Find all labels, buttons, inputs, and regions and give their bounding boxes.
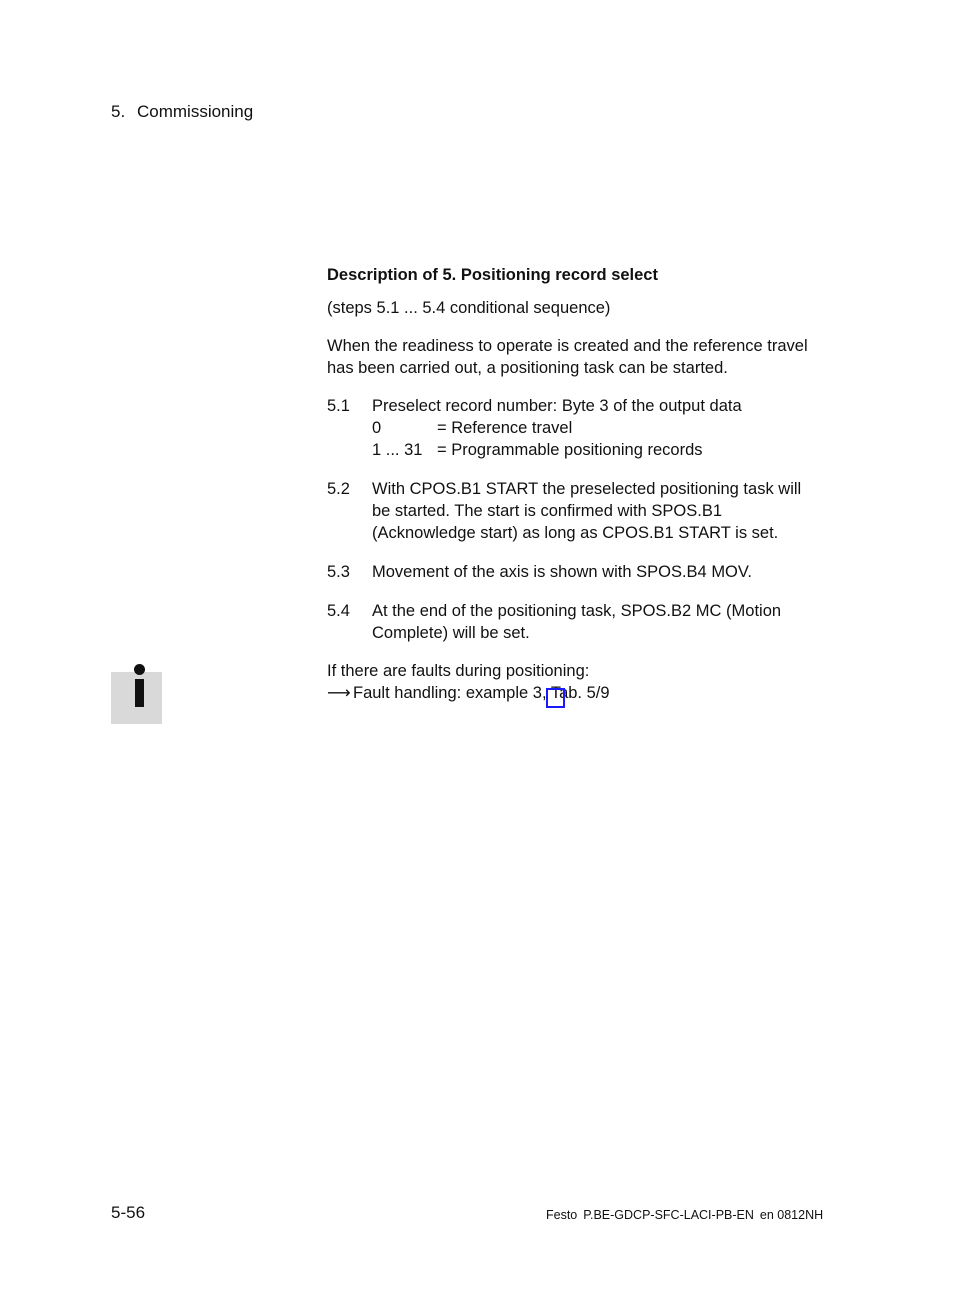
info-icon-stem (135, 679, 144, 707)
value-key: 1 ... 31 (372, 441, 423, 459)
step-number: 5.4 (327, 602, 350, 620)
footer (546, 1208, 829, 1222)
info-note-line1: If there are faults during positioning: (327, 662, 590, 680)
fault-handling-link[interactable]: Fault handling: example 3, Tab. 5/9 (353, 684, 610, 702)
step-5-3 (327, 561, 817, 583)
info-note (327, 660, 817, 704)
chapter-title: Commissioning (137, 102, 254, 121)
section-heading: Description of 5. Positioning record select (327, 266, 658, 284)
step-text: Movement of the axis is shown with SPOS.B4 MOV. (372, 563, 752, 581)
page-number: 5-56 (111, 1203, 146, 1222)
step-number: 5.1 (327, 397, 350, 415)
value-desc: = Reference travel (437, 419, 573, 437)
section-intro: When the readiness to operate is created and the reference travel has been carried out, a positioning task can be started. (327, 337, 808, 377)
step-text: At the end of the positioning task, SPOS.B2 MC (Motion Complete) will be set. (372, 602, 782, 642)
footer-version: en 0812NH (759, 1208, 824, 1222)
step-number: 5.3 (327, 563, 350, 581)
link-highlight-box[interactable] (546, 688, 565, 708)
footer-brand: Festo (546, 1208, 578, 1222)
arrow-icon: ⟶ (327, 684, 351, 702)
step-text: With CPOS.B1 START the preselected positioning task will be started. The start is confirmed with SPOS.B1 (Acknowledge start) as long as CPOS.B1 START is set. (372, 480, 802, 542)
section-content (327, 264, 817, 661)
value-row (372, 439, 817, 461)
value-key: 0 (372, 419, 382, 437)
info-note-line2-row (327, 682, 817, 704)
value-desc: = Programmable positioning records (437, 441, 703, 459)
step-number: 5.2 (327, 480, 350, 498)
chapter-number: 5. (111, 102, 126, 121)
step-5-2 (327, 478, 817, 544)
footer-doc-id: P.BE-GDCP-SFC-LACI-PB-EN (583, 1208, 754, 1222)
step-5-1 (327, 395, 817, 461)
chapter-header (111, 102, 253, 122)
step-5-4 (327, 600, 817, 644)
step-text: Preselect record number: Byte 3 of the output data (372, 397, 742, 415)
section-subheading: (steps 5.1 ... 5.4 conditional sequence) (327, 299, 611, 317)
info-icon (111, 672, 162, 724)
value-row (372, 417, 817, 439)
info-icon-dot (134, 664, 145, 675)
